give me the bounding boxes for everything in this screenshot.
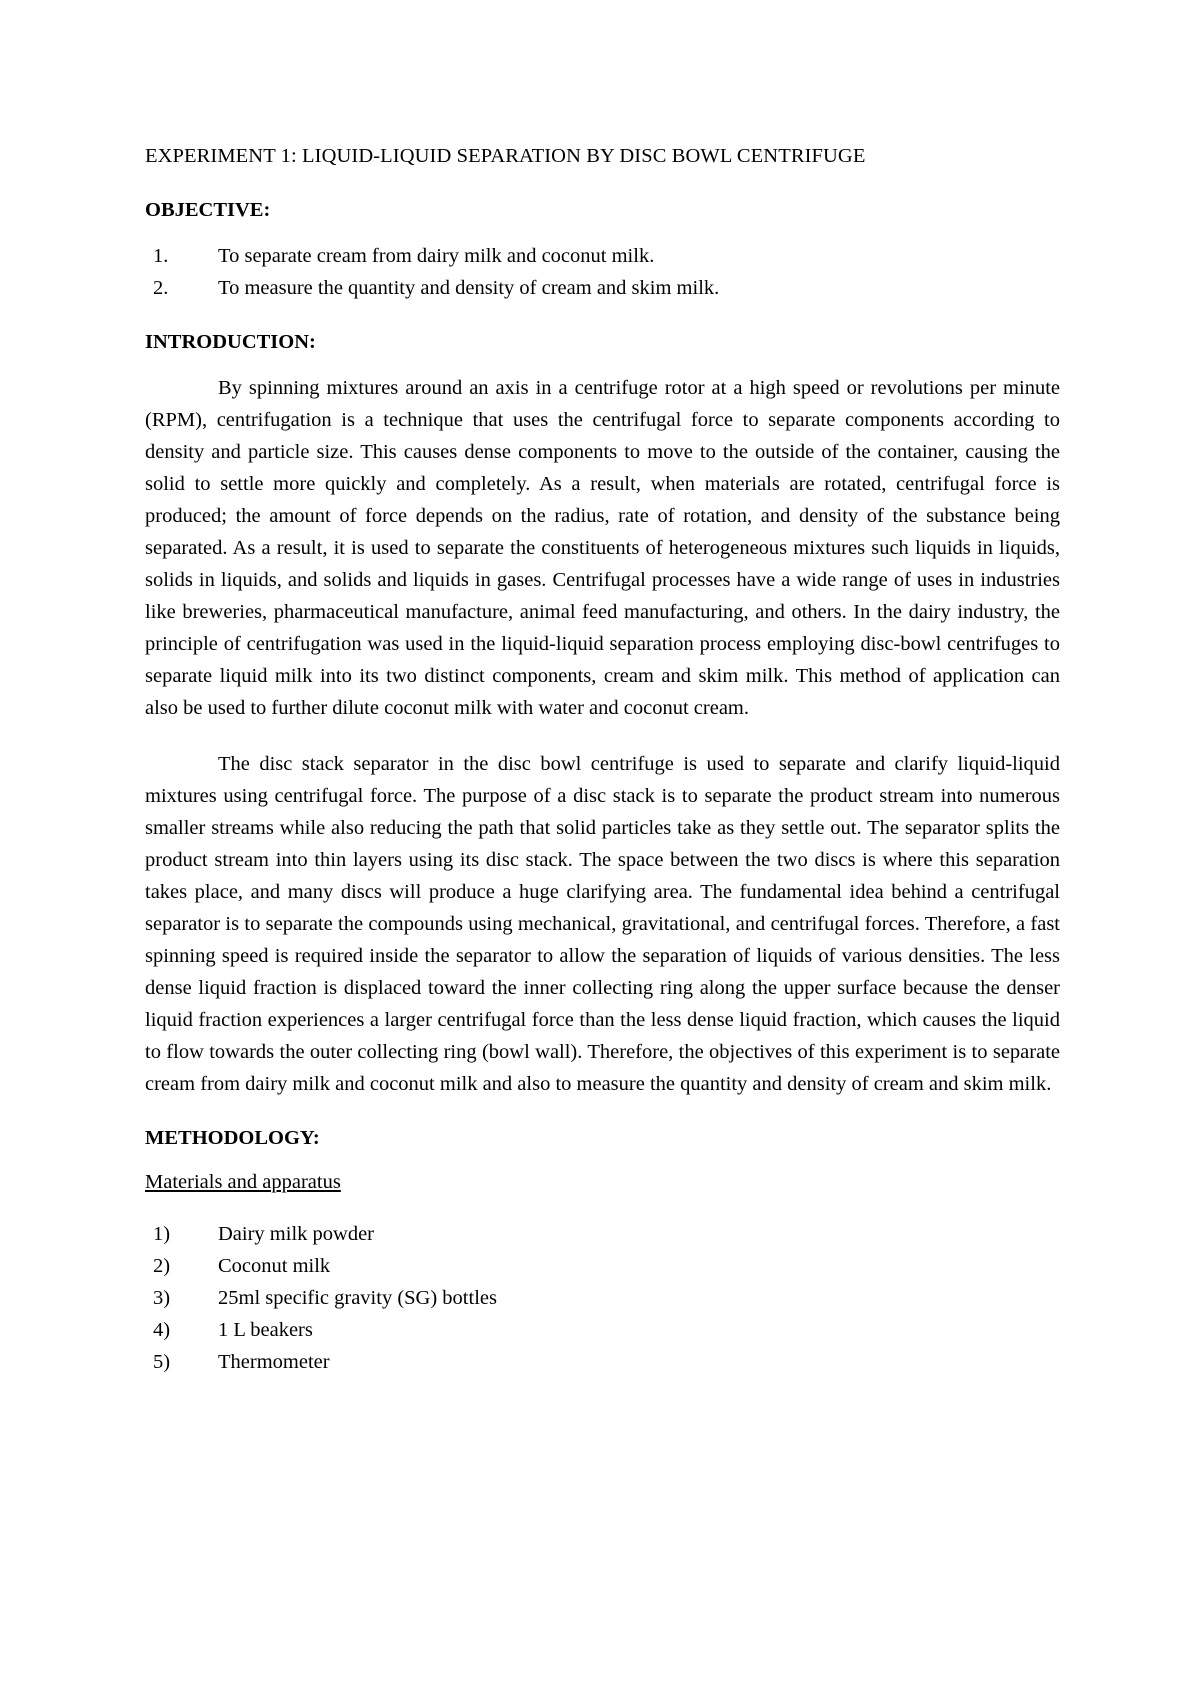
- materials-item-text: Coconut milk: [218, 1255, 331, 1277]
- materials-item-number: 5): [153, 1351, 171, 1373]
- materials-item: [145, 1250, 1060, 1282]
- objective-list: [145, 240, 1060, 304]
- materials-heading: Materials and apparatus: [145, 1171, 341, 1193]
- objective-item: [145, 240, 1060, 272]
- materials-item-number: 3): [153, 1287, 171, 1309]
- introduction-paragraph-1: By spinning mixtures around an axis in a centrifuge rotor at a high speed or revolutions per minute (RPM), centrifugation is a technique that uses the centrifugal force to separate components according to density and particle size. This causes dense components to move to the outside of the container, causing the solid to settle more quickly and completely. As a result, when materials are rotated, centrifugal force is produced; the amount of force depends on the radius, rate of rotation, and density of the substance being separated. As a result, it is used to separate the constituents of heterogeneous mixtures such liquids in liquids, solids in liquids, and solids and liquids in gases. Centrifugal processes have a wide range of uses in industries like breweries, pharmaceutical manufacture, animal feed manufacturing, and others. In the dairy industry, the principle of centrifugation was used in the liquid-liquid separation process employing disc-bowl centrifuges to separate liquid milk into its two distinct components, cream and skim milk. This method of application can also be used to further dilute coconut milk with water and coconut cream.: [145, 377, 1060, 719]
- materials-item-number: 2): [153, 1255, 171, 1277]
- materials-item-text: 25ml specific gravity (SG) bottles: [218, 1287, 497, 1309]
- objective-item-number: 2.: [153, 277, 169, 299]
- materials-item: [145, 1346, 1060, 1378]
- materials-item-text: 1 L beakers: [218, 1319, 313, 1341]
- objective-heading: OBJECTIVE:: [145, 199, 271, 221]
- materials-item-text: Dairy milk powder: [218, 1223, 374, 1245]
- materials-list: [145, 1218, 1060, 1378]
- document-page: [145, 142, 1060, 1378]
- objective-item-text: To separate cream from dairy milk and coconut milk.: [218, 245, 655, 267]
- introduction-paragraph-2: The disc stack separator in the disc bowl centrifuge is used to separate and clarify liquid-liquid mixtures using centrifugal force. The purpose of a disc stack is to separate the product stream into numerous smaller streams while also reducing the path that solid particles take as they settle out. The separator splits the product stream into thin layers using its disc stack. The space between the two discs is where this separation takes place, and many discs will produce a huge clarifying area. The fundamental idea behind a centrifugal separator is to separate the compounds using mechanical, gravitational, and centrifugal forces. Therefore, a fast spinning speed is required inside the separator to allow the separation of liquids of various densities. The less dense liquid fraction is displaced toward the inner collecting ring along the upper surface because the denser liquid fraction experiences a larger centrifugal force than the less dense liquid fraction, which causes the liquid to flow towards the outer collecting ring (bowl wall). Therefore, the objectives of this experiment is to separate cream from dairy milk and coconut milk and also to measure the quantity and density of cream and skim milk.: [145, 753, 1060, 1095]
- objective-item-text: To measure the quantity and density of cream and skim milk.: [218, 277, 720, 299]
- methodology-heading: METHODOLOGY:: [145, 1127, 320, 1149]
- materials-item: [145, 1314, 1060, 1346]
- objective-item: [145, 272, 1060, 304]
- introduction-heading: INTRODUCTION:: [145, 331, 316, 353]
- materials-item-number: 4): [153, 1319, 171, 1341]
- materials-item-number: 1): [153, 1223, 171, 1245]
- objective-item-number: 1.: [153, 245, 169, 267]
- materials-item: [145, 1218, 1060, 1250]
- document-title: EXPERIMENT 1: LIQUID-LIQUID SEPARATION BY DISC BOWL CENTRIFUGE: [145, 145, 866, 167]
- materials-item: [145, 1282, 1060, 1314]
- materials-item-text: Thermometer: [218, 1351, 330, 1373]
